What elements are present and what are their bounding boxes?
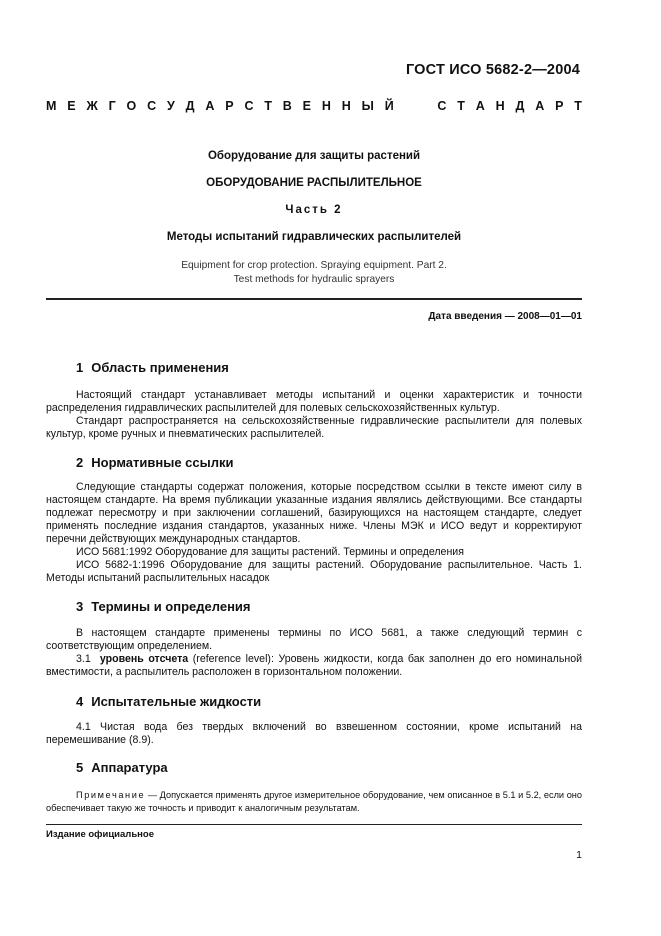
heading-letter: Д (515, 99, 525, 113)
heading-letter: Й (384, 99, 394, 113)
title-line-1: Оборудование для защиты растений (207, 150, 421, 162)
section-4-heading (76, 694, 261, 709)
english-title-line-2: Test methods for hydraulic sprayers (233, 273, 395, 285)
section-5-note (46, 789, 582, 815)
title-line-2: ОБОРУДОВАНИЕ РАСПЫЛИТЕЛЬНОЕ (206, 177, 422, 189)
section-1-title: Область применения (91, 360, 229, 375)
heading-letter: Ж (86, 99, 98, 113)
section-2-number: 2 (76, 455, 84, 470)
clause-3-1-number: 3.1 (76, 653, 91, 665)
introduction-date: Дата введения — 2008—01—01 (428, 311, 582, 322)
note-label: Примечание (76, 790, 146, 800)
section-1-paragraph-2: Стандарт распространяется на сельскохозяйственные гидравлические распылители для полевых культур, кроме ручных и пневматических распылителей. (46, 415, 582, 440)
section-3-body (46, 627, 582, 679)
heading-letter: О (126, 99, 137, 113)
heading-letter: У (167, 99, 175, 113)
section-3-heading (76, 599, 251, 614)
section-1-heading (76, 360, 229, 375)
heading-letter: Т (264, 99, 272, 113)
section-1-body (46, 389, 582, 441)
section-2-body (46, 481, 582, 585)
section-4-body (46, 721, 582, 747)
heading-letter: Н (341, 99, 351, 113)
section-3-number: 3 (76, 599, 84, 614)
heading-letter: С (147, 99, 157, 113)
interstate-standard-heading (46, 99, 582, 113)
title-part: Часть 2 (285, 204, 343, 216)
heading-letter: А (205, 99, 215, 113)
section-2-title: Нормативные ссылки (91, 455, 234, 470)
heading-letter: С (244, 99, 254, 113)
heading-letter: Р (555, 99, 564, 113)
heading-word-gap (405, 99, 427, 113)
heading-letter: А (535, 99, 545, 113)
title-line-3: Методы испытаний гидравлических распылителей (166, 231, 462, 243)
section-2-paragraph-3: ИСО 5682-1:1996 Оборудование для защиты растений. Оборудование распылительное. Часть 1. Методы испытаний распылительных насадок (46, 559, 582, 584)
bottom-divider (46, 824, 582, 825)
official-edition-label: Издание официальное (46, 829, 154, 840)
section-1-paragraph-1: Настоящий стандарт устанавливает методы испытаний и оценки характеристик и точности распределения гидравлических распылителей для полевых сельскохозяйственных культур. (46, 389, 582, 414)
heading-letter: М (46, 99, 57, 113)
section-1-number: 1 (76, 360, 84, 375)
page-number: 1 (576, 849, 582, 861)
heading-letter: С (437, 99, 447, 113)
section-5-title: Аппаратура (91, 760, 168, 775)
top-divider (46, 298, 582, 300)
english-title-line-1: Equipment for crop protection. Spraying equipment. Part 2. (181, 260, 447, 271)
section-4-paragraph-1: 4.1 Чистая вода без твердых включений во взвешенном состоянии, кроме испытаний на перемешивание (8.9). (46, 721, 582, 746)
section-3-paragraph-1: В настоящем стандарте применены термины по ИСО 5681, а также следующий термин с соответствующим определением. (46, 627, 582, 652)
heading-letter: Ы (361, 99, 374, 113)
heading-letter: В (282, 99, 292, 113)
section-2-paragraph-2: ИСО 5681:1992 Оборудование для защиты растений. Термины и определения (76, 546, 464, 558)
section-3-title: Термины и определения (91, 599, 251, 614)
heading-letter: Т (457, 99, 465, 113)
heading-letter: Г (108, 99, 116, 113)
note-text: — Допускается применять другое измерительное оборудование, чем описанное в 5.1 и 5.2, если оно обеспечивает такую же точность и приводит к аналогичным результатам. (46, 790, 582, 813)
document-code: ГОСТ ИСО 5682-2—2004 (405, 62, 580, 78)
section-5-number: 5 (76, 760, 84, 775)
term-definition: (reference level): Уровень жидкости, когда бак заполнен до его номинальной вместимости, а распылитель расположен в горизонтальном положении. (46, 653, 583, 678)
heading-letter: Н (321, 99, 331, 113)
heading-letter: Р (225, 99, 234, 113)
heading-letter: Е (67, 99, 76, 113)
section-4-number: 4 (76, 694, 84, 709)
section-2-paragraph-1: Следующие стандарты содержат положения, которые посредством ссылки в тексте имеют силу в настоящем стандарте. На время публикации указанные издания являлись действующими. Все стандарты подлежат пересмотру и при заключении соглашений, базирующихся на настоящем стандарте, следует применять последние издания стандартов, указанных ниже. Члены МЭК и ИСО ведут и корректируют перечни действующих международных стандартов. (46, 481, 582, 545)
section-5-heading (76, 760, 168, 775)
section-3-paragraph-2 (46, 653, 582, 679)
heading-letter: Е (302, 99, 312, 113)
heading-letter: Н (495, 99, 505, 113)
section-4-title: Испытательные жидкости (91, 694, 262, 709)
heading-letter: А (475, 99, 485, 113)
term-reference-level: уровень отсчета (99, 653, 189, 665)
english-title (46, 259, 582, 286)
heading-letter: Д (185, 99, 195, 113)
heading-letter: Т (574, 99, 582, 113)
section-2-heading (76, 455, 233, 470)
